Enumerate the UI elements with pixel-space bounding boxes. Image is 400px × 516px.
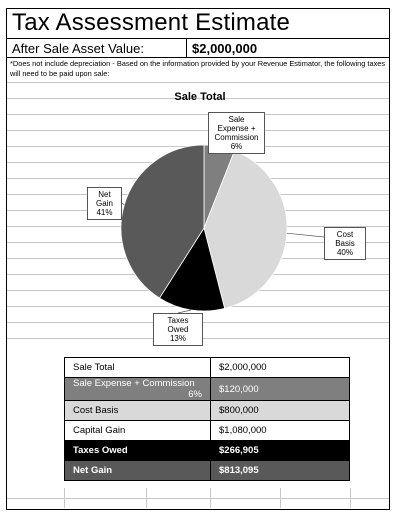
callout-cost-basis xyxy=(324,227,366,260)
callout-sale-expense-line1: Sale Expense + xyxy=(217,115,256,133)
callout-sale-expense xyxy=(208,112,265,154)
summary-label-cell[interactable] xyxy=(65,461,211,481)
summary-row-net-gain xyxy=(65,461,350,481)
summary-label-cell[interactable] xyxy=(65,441,211,461)
callout-net-gain-line1: Net Gain xyxy=(96,190,113,208)
summary-table xyxy=(64,357,350,481)
summary-value-cell[interactable]: $800,000 xyxy=(211,401,350,421)
summary-value-cell[interactable]: $813,095 xyxy=(211,461,350,481)
summary-label: Sale Total xyxy=(73,362,115,373)
asset-value-cell[interactable]: $2,000,000 xyxy=(192,41,258,56)
asset-value-label: After Sale Asset Value: xyxy=(12,41,144,56)
leader-line xyxy=(122,203,124,205)
summary-value-cell[interactable]: $2,000,000 xyxy=(211,358,350,378)
callout-sale-expense-pct: 6% xyxy=(230,142,243,151)
callout-cost-basis-line1: Cost Basis xyxy=(335,230,355,248)
callout-taxes-owed-line1: Taxes Owed xyxy=(167,316,189,334)
page-title: Tax Assessment Estimate xyxy=(12,9,291,36)
summary-label: Net Gain xyxy=(73,465,113,476)
chart-title: Sale Total xyxy=(174,91,226,103)
summary-label-cell[interactable] xyxy=(65,401,211,421)
callout-net-gain-pct: 41% xyxy=(96,208,113,217)
callout-sale-expense-line2: Commission xyxy=(214,133,259,142)
summary-pct: 6% xyxy=(188,389,202,400)
summary-value-cell[interactable]: $266,905 xyxy=(211,441,350,461)
callout-taxes-owed xyxy=(153,313,203,346)
summary-label-cell[interactable] xyxy=(65,421,211,441)
summary-label-cell[interactable] xyxy=(65,378,211,401)
depreciation-note: *Does not include depreciation - Based on the information provided by your Revenue Estimator, the following taxes will need to be paid upon sale: xyxy=(10,59,386,78)
summary-value-cell[interactable]: $120,000 xyxy=(211,378,350,401)
callout-cost-basis-pct: 40% xyxy=(336,248,353,257)
summary-value-cell[interactable]: $1,080,000 xyxy=(211,421,350,441)
summary-row-taxes-owed xyxy=(65,441,350,461)
callout-net-gain xyxy=(87,187,122,220)
leader-line xyxy=(287,233,324,237)
summary-label: Capital Gain xyxy=(73,425,126,436)
summary-label: Taxes Owed xyxy=(73,445,128,456)
summary-label-cell[interactable] xyxy=(65,358,211,378)
summary-label: Cost Basis xyxy=(73,405,119,416)
summary-row-cost-basis xyxy=(65,401,350,421)
summary-row-sale-total xyxy=(65,358,350,378)
summary-row-sale-expense xyxy=(65,378,350,401)
callout-taxes-owed-pct: 13% xyxy=(169,334,186,343)
summary-row-capital-gain xyxy=(65,421,350,441)
summary-label: Sale Expense + Commission xyxy=(73,378,195,389)
